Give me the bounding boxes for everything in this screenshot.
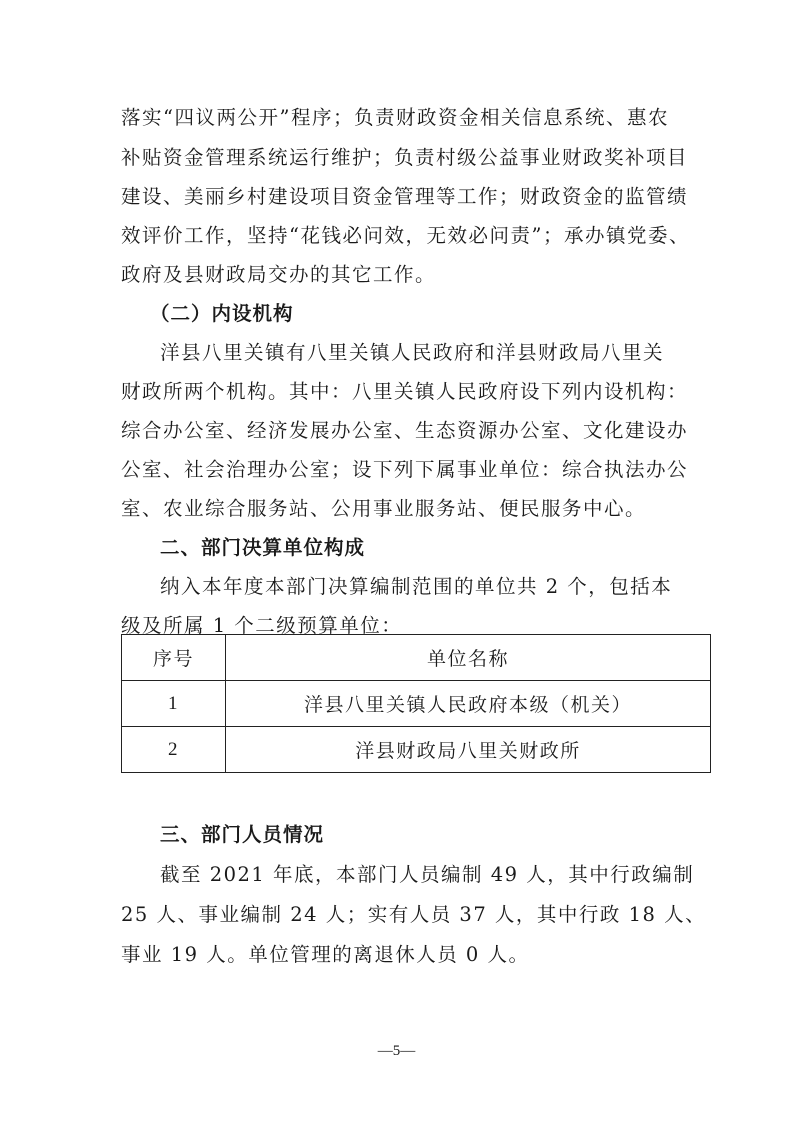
internal-line-3: 综合办公室、经济发展办公室、生态资源办公室、文化建设办 [121, 419, 689, 442]
section2-line-2: 级及所属 1 个二级预算单位： [121, 614, 403, 637]
internal-line-1: 洋县八里关镇有八里关镇人民政府和洋县财政局八里关 [160, 341, 665, 364]
row-serial-number: 1 [122, 681, 226, 727]
section3-line-2: 25 人、事业编制 24 人；实有人员 37 人，其中行政 18 人、 [121, 903, 707, 926]
intro-line-2: 补贴资金管理系统运行维护；负责村级公益事业财政奖补项目 [121, 146, 689, 169]
header-serial-number: 序号 [122, 635, 226, 681]
subheading-internal-structure: （二）内设机构 [150, 302, 294, 325]
intro-line-4: 效评价工作，坚持“花钱必问效，无效必问责”；承办镇党委、 [121, 224, 690, 247]
page-number: —5— [377, 1043, 416, 1059]
internal-line-5: 室、农业综合服务站、公用事业服务站、便民服务中心。 [121, 497, 647, 520]
table-row [122, 681, 711, 727]
section2-heading: 二、部门决算单位构成 [160, 536, 366, 559]
intro-line-1: 落实“四议两公开”程序；负责财政资金相关信息系统、惠农 [121, 106, 669, 129]
table-row [122, 727, 711, 773]
internal-line-2: 财政所两个机构。其中：八里关镇人民政府设下列内设机构： [121, 380, 689, 403]
row-unit-name: 洋县财政局八里关财政所 [226, 727, 711, 773]
table-header-row [122, 635, 711, 681]
row-unit-name: 洋县八里关镇人民政府本级（机关） [226, 681, 711, 727]
row-serial-number: 2 [122, 727, 226, 773]
internal-line-4: 公室、社会治理办公室；设下列下属事业单位：综合执法办公 [121, 458, 689, 481]
section3-line-3: 事业 19 人。单位管理的离退休人员 0 人。 [121, 943, 530, 966]
intro-line-3: 建设、美丽乡村建设项目资金管理等工作；财政资金的监管绩 [121, 185, 689, 208]
section2-line-1: 纳入本年度本部门决算编制范围的单位共 2 个，包括本 [160, 575, 673, 598]
section3-heading: 三、部门人员情况 [160, 823, 325, 846]
section3-line-1: 截至 2021 年底，本部门人员编制 49 人，其中行政编制 [160, 863, 695, 886]
budget-units-table [121, 634, 711, 773]
intro-line-5: 政府及县财政局交办的其它工作。 [121, 263, 437, 286]
header-unit-name: 单位名称 [226, 635, 711, 681]
